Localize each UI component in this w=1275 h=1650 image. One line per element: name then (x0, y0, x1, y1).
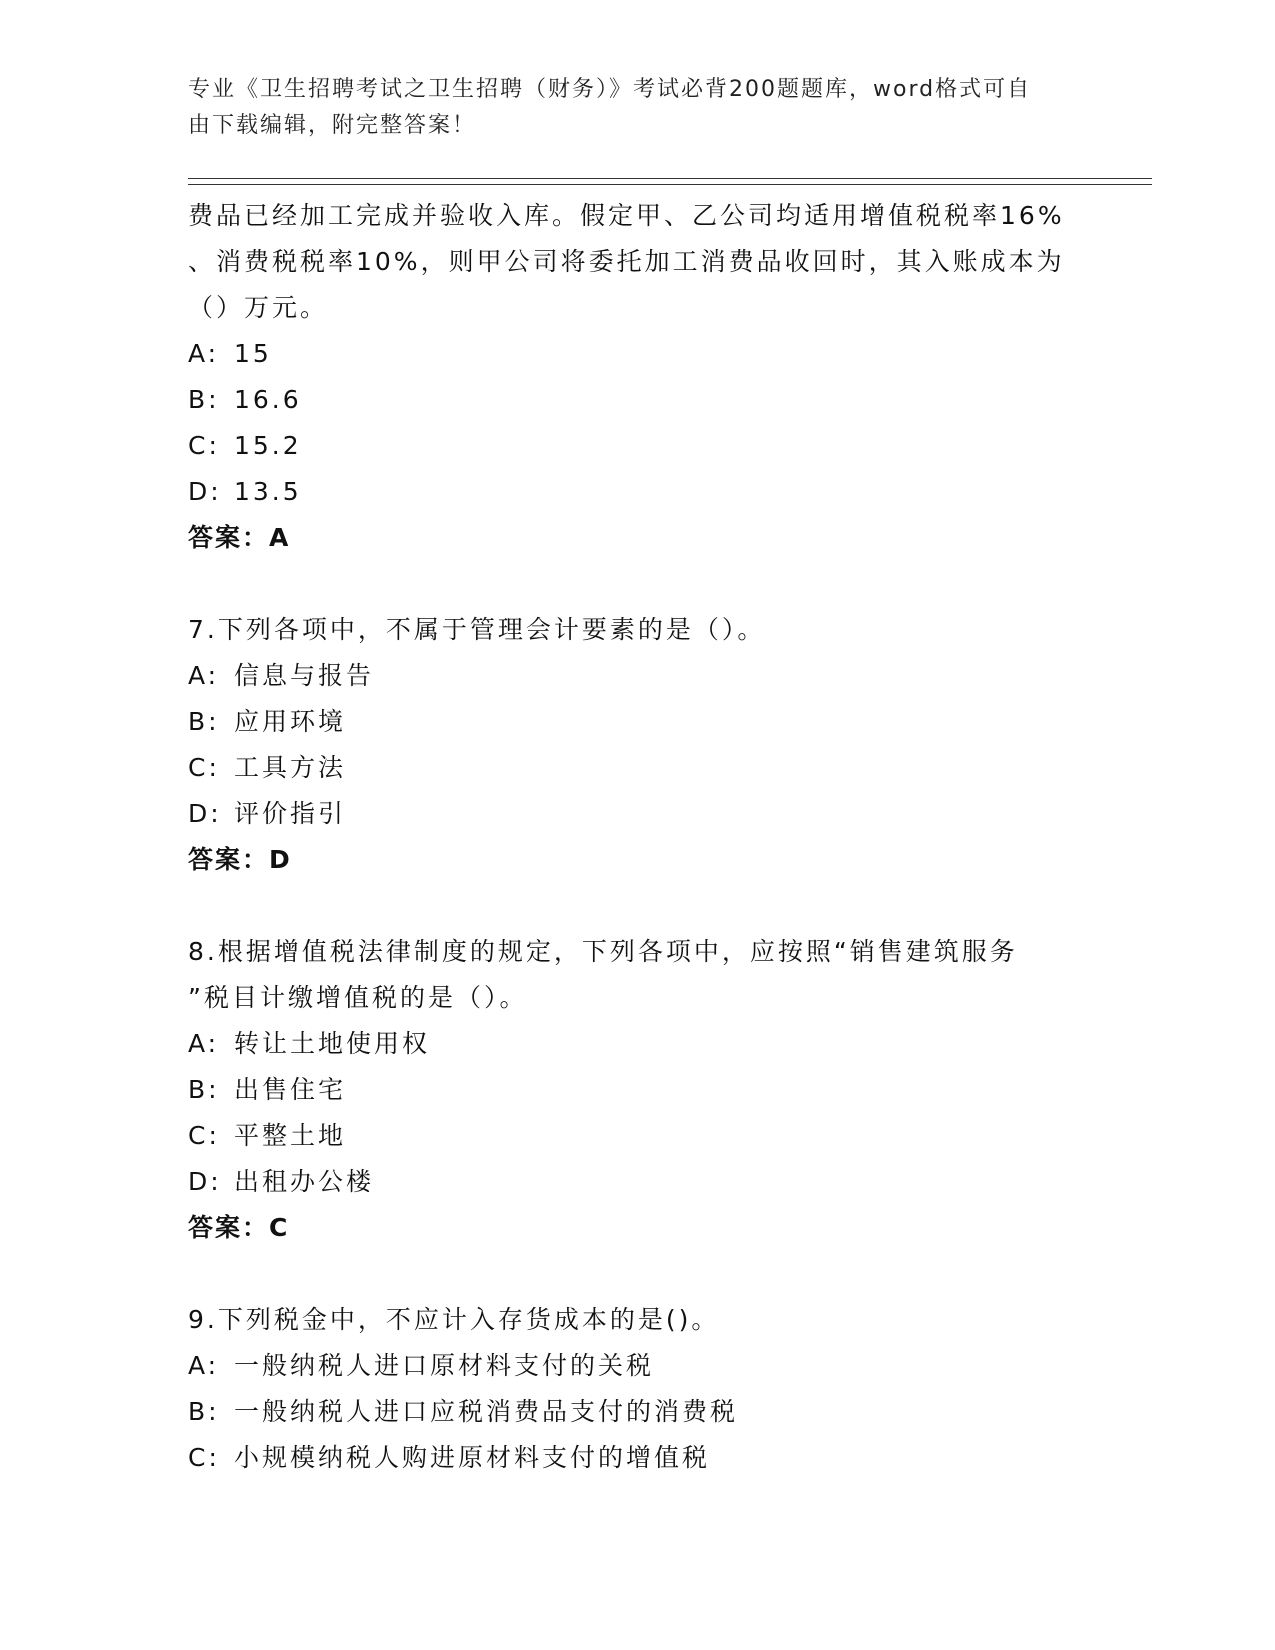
question-6 (188, 193, 1088, 561)
option-text: 小规模纳税人购进原材料支付的增值税 (234, 1443, 711, 1472)
option-text: 应用环境 (234, 707, 347, 736)
option-text: 出售住宅 (234, 1075, 347, 1104)
option-text: 一般纳税人进口应税消费品支付的消费税 (234, 1397, 739, 1426)
option-letter: D: (188, 799, 222, 828)
option-letter: A: (188, 1351, 220, 1380)
option-c (188, 745, 1088, 791)
header-rule-top (188, 178, 1152, 179)
option-a (188, 1343, 1088, 1389)
option-text: 平整土地 (234, 1121, 347, 1150)
question-7 (188, 607, 1088, 883)
question-text-line: （）万元。 (188, 293, 329, 322)
option-letter: D: (188, 477, 222, 506)
option-letter: B: (188, 1397, 220, 1426)
option-d (188, 791, 1088, 837)
answer-label: 答案：A (188, 523, 291, 552)
option-letter: C: (188, 1121, 220, 1150)
option-a (188, 331, 1088, 377)
question-text-line: 8.根据增值税法律制度的规定，下列各项中，应按照“销售建筑服务 (188, 937, 1018, 966)
option-text: 15.2 (234, 431, 302, 460)
option-c (188, 423, 1088, 469)
question-list (188, 193, 1088, 1481)
option-d (188, 1159, 1088, 1205)
option-text: 工具方法 (234, 753, 347, 782)
question-9 (188, 1297, 1088, 1481)
option-text: 信息与报告 (234, 661, 375, 690)
question-text-line: 9.下列税金中，不应计入存货成本的是()。 (188, 1305, 720, 1334)
option-c (188, 1435, 1088, 1481)
question-text-line: 、消费税税率10%，则甲公司将委托加工消费品收回时，其入账成本为 (188, 247, 1065, 276)
option-b (188, 699, 1088, 745)
option-letter: C: (188, 431, 220, 460)
question-8 (188, 929, 1088, 1251)
option-text: 转让土地使用权 (234, 1029, 431, 1058)
question-text-line: ”税目计缴增值税的是（）。 (188, 983, 528, 1012)
option-text: 16.6 (234, 385, 302, 414)
option-letter: A: (188, 1029, 220, 1058)
option-letter: B: (188, 707, 220, 736)
option-a (188, 1021, 1088, 1067)
spacer (188, 883, 1088, 929)
question-text-line: 7.下列各项中，不属于管理会计要素的是（）。 (188, 615, 766, 644)
option-b (188, 1389, 1088, 1435)
option-d (188, 469, 1088, 515)
option-letter: A: (188, 339, 220, 368)
option-text: 出租办公楼 (234, 1167, 375, 1196)
header-line-2: 由下载编辑，附完整答案！ (188, 113, 477, 138)
spacer (188, 561, 1088, 607)
option-letter: C: (188, 753, 220, 782)
answer-label: 答案：D (188, 845, 292, 874)
question-text-line: 费品已经加工完成并验收入库。假定甲、乙公司均适用增值税税率16% (188, 201, 1065, 230)
option-letter: B: (188, 1075, 220, 1104)
document-header (188, 72, 1088, 144)
answer-label: 答案：C (188, 1213, 290, 1242)
option-text: 13.5 (234, 477, 302, 506)
header-rule-bottom (188, 184, 1152, 185)
option-text: 一般纳税人进口原材料支付的关税 (234, 1351, 655, 1380)
option-letter: A: (188, 661, 220, 690)
option-letter: B: (188, 385, 220, 414)
option-letter: C: (188, 1443, 220, 1472)
header-line-1: 专业《卫生招聘考试之卫生招聘（财务）》考试必背200题题库，word格式可自 (188, 77, 1032, 102)
option-text: 评价指引 (234, 799, 347, 828)
option-b (188, 1067, 1088, 1113)
option-text: 15 (234, 339, 272, 368)
option-b (188, 377, 1088, 423)
spacer (188, 1251, 1088, 1297)
option-c (188, 1113, 1088, 1159)
option-letter: D: (188, 1167, 222, 1196)
option-a (188, 653, 1088, 699)
